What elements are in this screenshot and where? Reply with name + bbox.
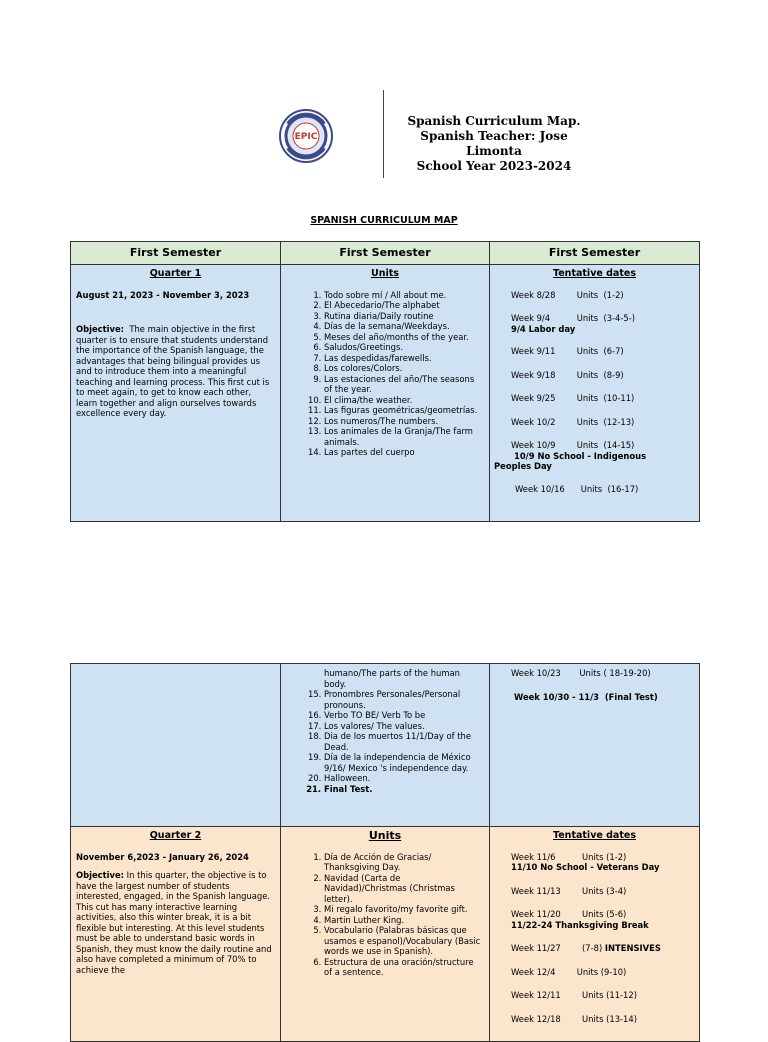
list-item: 6. Estructura de una oración/structure of a sentence. bbox=[324, 957, 484, 978]
header-line-3: School Year 2023-2024 bbox=[416, 159, 572, 173]
document-header bbox=[276, 90, 596, 180]
list-item: humano/The parts of the human body. bbox=[324, 668, 460, 689]
list-item: 2. El Abecedario/The alphabet bbox=[324, 300, 484, 311]
q2-units-cell bbox=[281, 827, 490, 1042]
quarter-objective bbox=[76, 870, 275, 975]
holiday-note: 11/10 No School - Veterans Day bbox=[511, 862, 660, 872]
list-item: 5. Vocabulario (Palabras básicas que usamos e espanol)/Vocabulary (Basic words we use in Spanish). bbox=[324, 925, 484, 957]
header-divider bbox=[383, 90, 384, 178]
list-item: 19. Día de la independencia de México 9/16/ Mexico 's independence day. bbox=[324, 752, 484, 773]
list-item: 3. Rutina diaria/Daily routine bbox=[324, 311, 484, 322]
logo-text: EPIC bbox=[294, 132, 318, 142]
curriculum-table-q1 bbox=[70, 241, 700, 522]
q1-units-cell bbox=[281, 265, 490, 522]
week-row bbox=[495, 943, 694, 954]
objective-text: The main objective in the first quarter is to ensure that students understand the importance of the Spanish language, the advantages that being bilingual provides us and to introduce them into a meaningful teaching and learning process. This first cut is to meet again, to get to know each other, learn together and align ourselves towards excellence every day. bbox=[76, 324, 270, 418]
units-list-continued bbox=[286, 689, 484, 794]
column-header-2: First Semester bbox=[281, 242, 490, 265]
list-item: 5. Meses del año/months of the year. bbox=[324, 332, 484, 343]
list-item: 6. Saludos/Greetings. bbox=[324, 342, 484, 353]
week-row: Week 8/28 Units (1-2) bbox=[511, 289, 624, 300]
week-label: Week 11/27 (7-8) bbox=[511, 943, 605, 953]
list-item: 17. Los valores/ The values. bbox=[324, 721, 484, 732]
header-line-1: Spanish Curriculum Map. bbox=[407, 114, 581, 128]
document-title: SPANISH CURRICULUM MAP bbox=[310, 215, 458, 226]
q1-dates-cell-continued bbox=[490, 664, 700, 827]
objective-text: In this quarter, the objective is to have the largest number of students interested, engaged, in the Spanish language. This cut has many interactive learning activities, also this winter break, it is a bit flexible but interesting. At this level students must be able to understand basic words in Spanish, they must know the daily routine and also have completed a minimum of 70% to achieve the bbox=[76, 870, 272, 975]
q1-dates-cell bbox=[490, 265, 700, 522]
week-row: Week 9/25 Units (10-11) bbox=[511, 393, 635, 403]
intensives-label: INTENSIVES bbox=[604, 943, 661, 953]
week-row: Week 11/13 Units (3-4) bbox=[511, 885, 627, 896]
list-item: 1. Día de Acción de Gracias/ Thanksgiving Day. bbox=[324, 852, 484, 873]
list-item: 9. Las estaciones del año/The seasons of the year. bbox=[324, 374, 484, 395]
objective-label: Objective: bbox=[76, 870, 124, 880]
week-row: Week 9/18 Units (8-9) bbox=[511, 369, 624, 380]
week-row: Week 10/16 Units (16-17) bbox=[515, 483, 639, 494]
list-item: 4. Martin Luther King. bbox=[324, 915, 484, 926]
final-test-week: Week 10/30 - 11/3 (Final Test) bbox=[514, 691, 658, 702]
dates-heading: Tentative dates bbox=[553, 830, 636, 841]
week-row: Week 11/20 Units (5-6) bbox=[511, 909, 627, 919]
week-row: Week 12/11 Units (11-12) bbox=[511, 990, 637, 1000]
list-item: 8. Los colores/Colors. bbox=[324, 363, 484, 374]
list-item: 12. Los numeros/The numbers. bbox=[324, 416, 484, 427]
list-item: 3. Mi regalo favorito/my favorite gift. bbox=[324, 904, 484, 915]
q1-units-cell-continued bbox=[281, 664, 490, 827]
holiday-note-continued: Peoples Day bbox=[494, 461, 552, 471]
week-row: Week 10/9 Units (14-15) bbox=[511, 440, 635, 450]
list-item: 4. Días de la semana/Weekdays. bbox=[324, 321, 484, 332]
q1-overview-cell-continued bbox=[71, 664, 281, 827]
list-item: 13. Los animales de la Granja/The farm animals. bbox=[324, 426, 484, 447]
school-seal-icon bbox=[278, 108, 334, 164]
quarter-heading: Quarter 2 bbox=[149, 830, 202, 841]
header-text bbox=[394, 114, 594, 174]
holiday-note: 9/4 Labor day bbox=[511, 323, 576, 334]
list-item: 7. Las despedidas/farewells. bbox=[324, 353, 484, 364]
q2-overview-cell bbox=[71, 827, 281, 1042]
dates-heading: Tentative dates bbox=[553, 268, 636, 279]
header-line-2: Spanish Teacher: Jose Limonta bbox=[420, 129, 568, 158]
units-list bbox=[286, 290, 484, 458]
list-item: 2. Navidad (Carta de Navidad)/Christmas (Christmas letter). bbox=[324, 873, 484, 905]
list-item: 10. El clima/the weather. bbox=[324, 395, 484, 406]
holiday-note: 10/9 No School - Indigenous bbox=[514, 450, 647, 461]
week-row: Week 12/18 Units (13-14) bbox=[511, 1013, 637, 1024]
week-row: Week 9/4 Units (3-4-5-) bbox=[511, 313, 636, 323]
week-row: Week 9/11 Units (6-7) bbox=[511, 346, 624, 356]
units-heading: Units bbox=[371, 268, 399, 279]
list-item: 21. Final Test. bbox=[324, 784, 484, 795]
units-heading: Units bbox=[368, 829, 402, 842]
objective-label: Objective: bbox=[76, 324, 124, 334]
quarter-objective bbox=[76, 324, 275, 419]
week-row: Week 12/4 Units (9-10) bbox=[511, 966, 627, 977]
list-item: 1. Todo sobre mí / All about me. bbox=[324, 290, 484, 301]
list-item: 15. Pronombres Personales/Personal pronouns. bbox=[324, 689, 484, 710]
column-header-1: First Semester bbox=[71, 242, 281, 265]
quarter-heading: Quarter 1 bbox=[149, 268, 202, 279]
quarter-period: August 21, 2023 - November 3, 2023 bbox=[76, 289, 250, 300]
week-row: Week 11/6 Units (1-2) bbox=[511, 851, 627, 862]
list-item: 16. Verbo TO BE/ Verb To be bbox=[324, 710, 484, 721]
holiday-note: 11/22-24 Thanksgiving Break bbox=[511, 919, 649, 930]
list-item: 18. Dia de los muertos 11/1/Day of the Dead. bbox=[324, 731, 484, 752]
list-item: 20. Halloween. bbox=[324, 773, 484, 784]
curriculum-table-q2 bbox=[70, 663, 700, 1042]
week-row: Week 10/2 Units (12-13) bbox=[511, 416, 635, 427]
list-item: 11. Las figuras geométricas/geometrías. bbox=[324, 405, 484, 416]
week-row: Week 10/23 Units ( 18-19-20) bbox=[511, 668, 651, 678]
q1-overview-cell bbox=[71, 265, 281, 522]
units-list bbox=[286, 852, 484, 978]
quarter-period: November 6,2023 - January 26, 2024 bbox=[76, 851, 249, 862]
q2-dates-cell bbox=[490, 827, 700, 1042]
list-item: 14. Las partes del cuerpo bbox=[324, 447, 484, 458]
column-header-3: First Semester bbox=[490, 242, 700, 265]
